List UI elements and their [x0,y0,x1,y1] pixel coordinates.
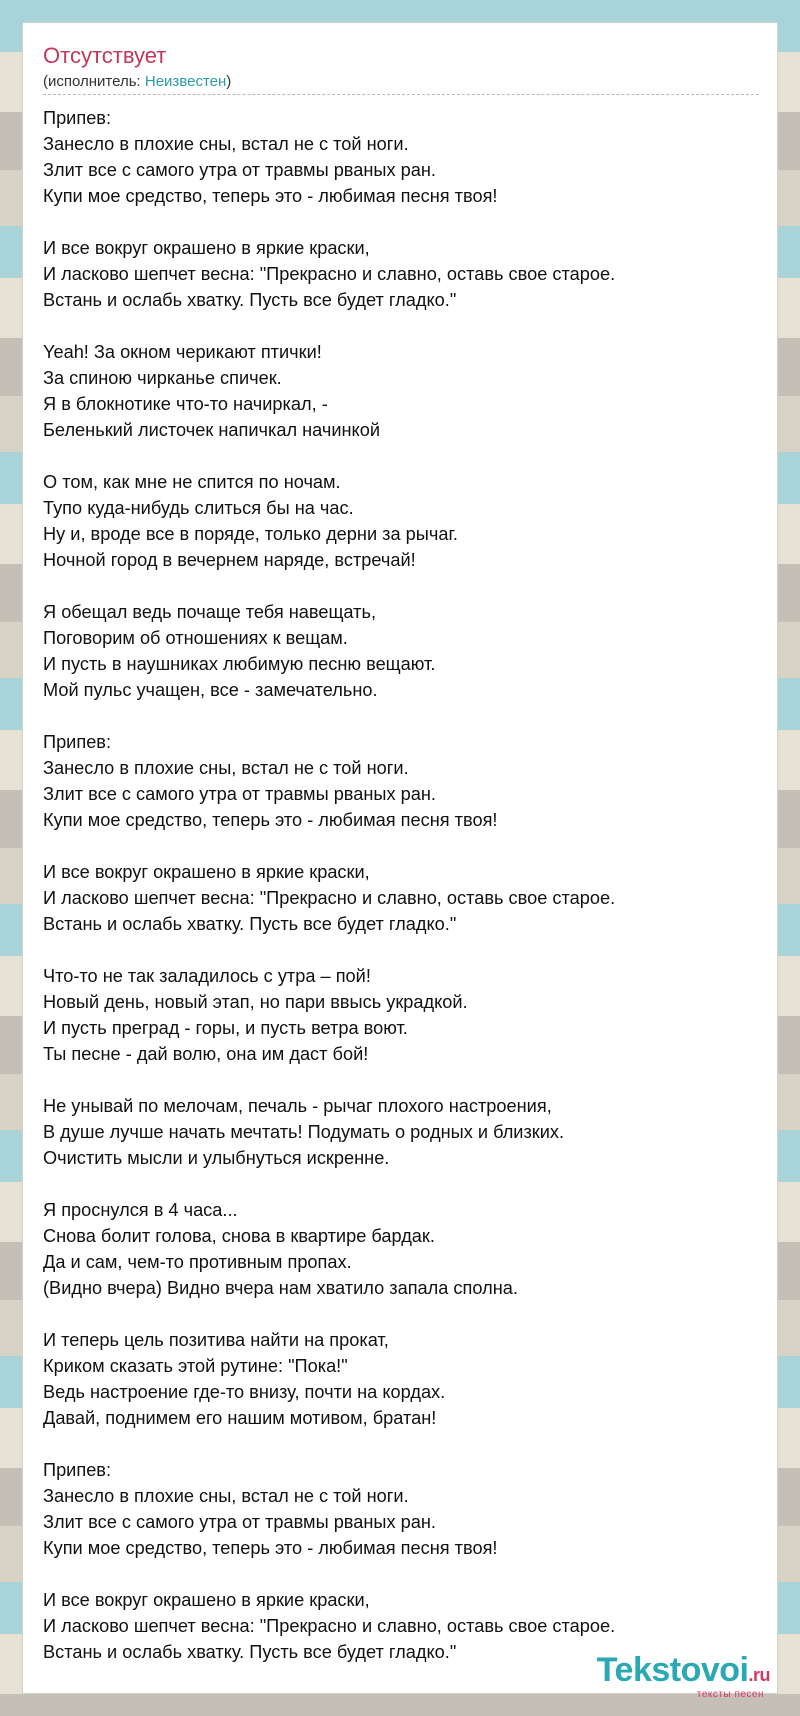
logo-tld: .ru [748,1665,770,1685]
site-logo[interactable] [597,1652,770,1700]
logo-tagline: тексты песен [696,1689,764,1700]
artist-line [43,73,231,91]
artist-link[interactable]: Неизвестен [144,73,227,90]
title-divider [43,94,759,95]
logo-wordmark [597,1652,770,1693]
logo-name: Tekstovoi [596,1651,749,1689]
lyrics-text: Припев: Занесло в плохие сны, встал не с той ноги. Злит все с самого утра от травмы рваных ран. Купи мое средство, теперь это - любимая песня твоя! И все вокруг окрашено в яркие краски, И ласково шепчет весна: "Прекрасно и славно, оставь свое старое. Встань и ослабь хватку. Пусть все будет гладко." Yeah! За окном черикают птички! За спиною чирканье спичек. Я в блокнотике что-то начиркал, - Беленький листочек напичкал начинкой О том, как мне не спится по ночам. Тупо куда-нибудь слиться бы на час. Ну и, вроде все в поряде, только дерни за рычаг. Ночной город в вечернем наряде, встречай! Я обещал ведь почаще тебя навещать, Поговорим об отношениях к вещам. И пусть в наушниках любимую песню вещают. Мой пульс учащен, все - замечательно. Припев: Занесло в плохие сны, встал не с той ноги. Злит все с самого утра от травмы рваных ран. Купи мое средство, теперь это - любимая песня твоя! И все вокруг окрашено в яркие краски, И ласково шепчет весна: "Прекрасно и славно, оставь свое старое. Встань и ослабь хватку. Пусть все будет гладко." Что-то не так заладилось с утра – пой! Новый день, новый этап, но пари ввысь украдкой. И пусть преград - горы, и пусть ветра воют. Ты песне - дай волю, она им даст бой! Не унывай по мелочам, печаль - рычаг плохого настроения, В душе лучше начать мечтать! Подумать о родных и близких. Очистить мысли и улыбнуться искренне. Я проснулся в 4 часа... Снова болит голова, снова в квартире бардак. Да и сам, чем-то противным пропах. (Видно вчера) Видно вчера нам хватило запала сполна. И теперь цель позитива найти на прокат, Криком сказать этой рутине: "Пока!" Ведь настроение где-то внизу, почти на кордах. Давай, поднимем его нашим мотивом, братан! Припев: Занесло в плохие сны, встал не с той ноги. Злит все с самого утра от травмы рваных ран. Купи мое средство, теперь это - любимая песня твоя! И все вокруг окрашено в яркие краски, И ласково шепчет весна: "Прекрасно и славно, оставь свое старое. Встань и ослабь хватку. Пусть все будет гладко." [43,108,616,1662]
lyrics-card [22,22,778,1694]
artist-prefix: (исполнитель: [43,73,145,90]
song-title: Отсутствует [43,43,167,68]
artist-suffix: ) [226,73,232,90]
